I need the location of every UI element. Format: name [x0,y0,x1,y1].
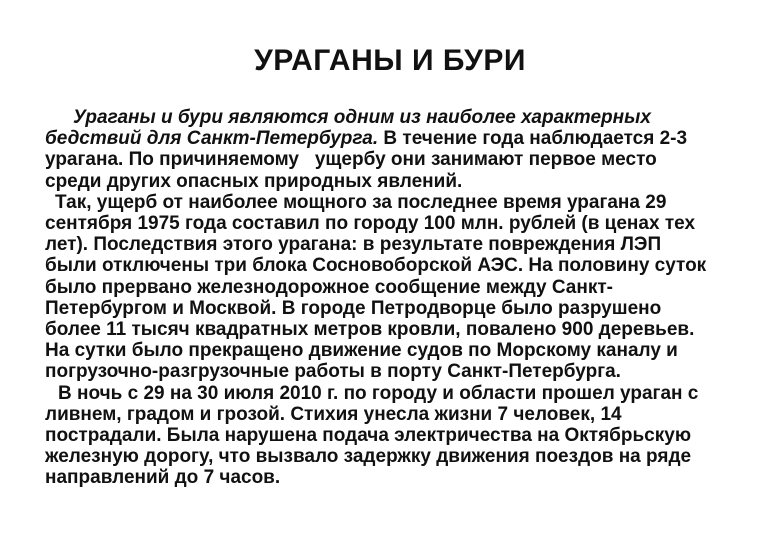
text-line [45,128,760,149]
text-line [45,467,760,488]
text-segment: более 11 тысяч квадратных метров кровли, повалено 900 деревьев. [45,319,695,341]
text-line [45,361,760,382]
text-line [45,340,760,361]
text-line [45,234,760,255]
text-line [45,446,760,467]
text-segment: погрузочно-разгрузочные работы в порту Санкт-Петербурга. [45,361,621,383]
text-segment: пострадали. Была нарушена подача электричества на Октябрьскую [45,425,692,447]
text-line [45,277,760,298]
text-segment: были отключены три блока Сосновоборской АЭС. На половину суток [45,255,707,277]
text-segment: направлений до 7 часов. [45,467,281,489]
text-line [45,404,760,425]
slide-title: УРАГАНЫ И БУРИ [254,44,526,77]
text-line [45,107,760,128]
text-line [45,213,760,234]
slide-body-text [45,107,760,489]
text-line [45,425,760,446]
text-segment-italic: бедствий для Санкт-Петербурга. [45,128,379,150]
text-segment: В ночь с 29 на 30 июля 2010 г. по городу и области прошел ураган с [58,382,699,404]
text-segment: среди других опасных природных явлений. [45,170,463,192]
text-segment: На сутки было прекращено движение судов по Морскому каналу и [45,340,678,362]
text-segment: Петербургом и Москвой. В городе Петродворце было разрушено [45,297,662,319]
text-line [45,319,760,340]
text-segment: сентября 1975 года составил по городу 100 млн. рублей (в ценах тех [45,213,696,235]
text-segment: урагана. По причиняемому ущербу они занимают первое место [45,149,657,171]
text-segment: ливнем, градом и грозой. Стихия унесла жизни 7 человек, 14 [45,403,622,425]
text-line [45,149,760,170]
text-line [45,171,760,192]
text-segment-italic: Ураганы и бури являются одним из наиболее характерных [73,107,651,128]
text-line [45,383,760,404]
text-segment: В течение года наблюдается 2-3 [378,128,688,150]
text-segment: Так, ущерб от наиболее мощного за последнее время урагана 29 [55,191,667,213]
text-line [45,255,760,276]
text-segment: было прервано железнодорожное сообщение между Санкт- [45,276,613,298]
text-line [45,298,760,319]
text-segment: железную дорогу, что вызвало задержку движения поездов на ряде [45,446,692,468]
text-line [45,192,760,213]
text-segment: лет). Последствия этого урагана: в результате повреждения ЛЭП [45,234,662,256]
